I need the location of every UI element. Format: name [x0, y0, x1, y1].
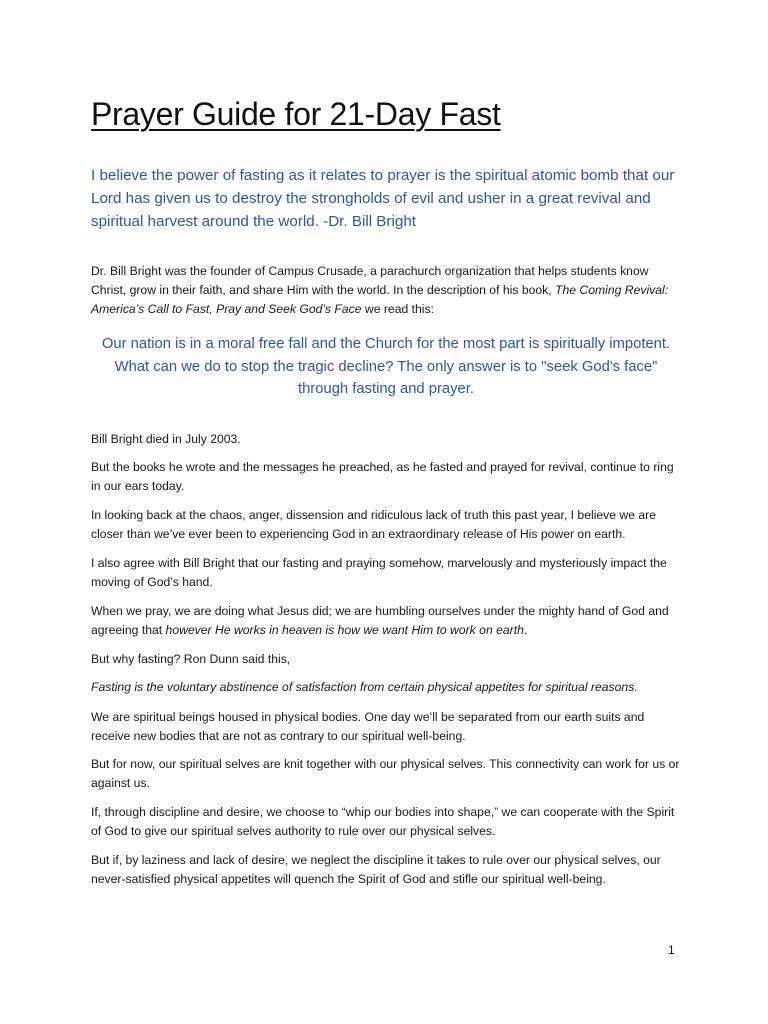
page-title: Prayer Guide for 21-Day Fast — [91, 96, 501, 132]
paragraph-8: We are spiritual beings housed in physical bodies. One day we’ll be separated from our earth suits and receive new bodies that are not as contrary to our spiritual well-being. — [91, 710, 645, 743]
ron-dunn-quote: Fasting is the voluntary abstinence of satisfaction from certain physical appetites for spiritual reasons. — [91, 680, 638, 694]
paragraph-5 — [91, 602, 681, 640]
intro-text-before: Dr. Bill Bright was the founder of Campus Crusade, a parachurch organization that helps students know Christ, grow in their faith, and share Him with the world. In the description of his book, — [91, 264, 649, 297]
paragraph-3: In looking back at the chaos, anger, dissension and ridiculous lack of truth this past year, I believe we are closer than we’ve ever been to experiencing God in an extraordinary release of His power on earth. — [91, 508, 657, 541]
book-title: The Coming Revival: America’s Call to Fast, Pray and Seek God’s Face — [91, 283, 669, 316]
paragraph-1: Bill Bright died in July 2003. — [91, 432, 241, 446]
paragraph-9: But for now, our spiritual selves are knit together with our physical selves. This connectivity can work for us or against us. — [91, 757, 680, 790]
page-number: 1 — [668, 943, 675, 957]
paragraph-5-end: . — [523, 623, 528, 637]
paragraph-4: I also agree with Bill Bright that our fasting and praying somehow, marvelously and mysteriously impact the moving of God’s hand. — [91, 556, 667, 589]
intro-text-after: we read this: — [361, 302, 434, 316]
paragraph-2: But the books he wrote and the messages he preached, as he fasted and prayed for revival, continue to ring in our ears today. — [91, 460, 674, 493]
paragraph-6: But why fasting? Ron Dunn said this, — [91, 652, 291, 666]
opening-quote: I believe the power of fasting as it relates to prayer is the spiritual atomic bomb that our Lord has given us to destroy the strongholds of evil and usher in a great revival and spiritual harvest around the world. -Dr. Bill Bright — [91, 167, 675, 230]
block-quote: Our nation is in a moral free fall and the Church for the most part is spiritually impotent. What can we do to stop the tragic decline? The only answer is to "seek God's face" through fasting and prayer. — [101, 336, 671, 397]
paragraph-5-italic: however He works in heaven is how we want Him to work on earth — [165, 623, 524, 637]
paragraph-11: But if, by laziness and lack of desire, we neglect the discipline it takes to rule over our physical selves, our never-satisfied physical appetites will quench the Spirit of God and stifle our spiritual well-being. — [91, 853, 661, 886]
paragraph-10: If, through discipline and desire, we choose to “whip our bodies into shape,” we can cooperate with the Spirit of God to give our spiritual selves authority to rule over our physical selves. — [91, 805, 675, 838]
intro-paragraph — [91, 262, 681, 319]
paragraph-5-start: When we pray, we are doing what Jesus did; we are humbling ourselves under the mighty hand of God and agreeing that — [91, 604, 669, 637]
